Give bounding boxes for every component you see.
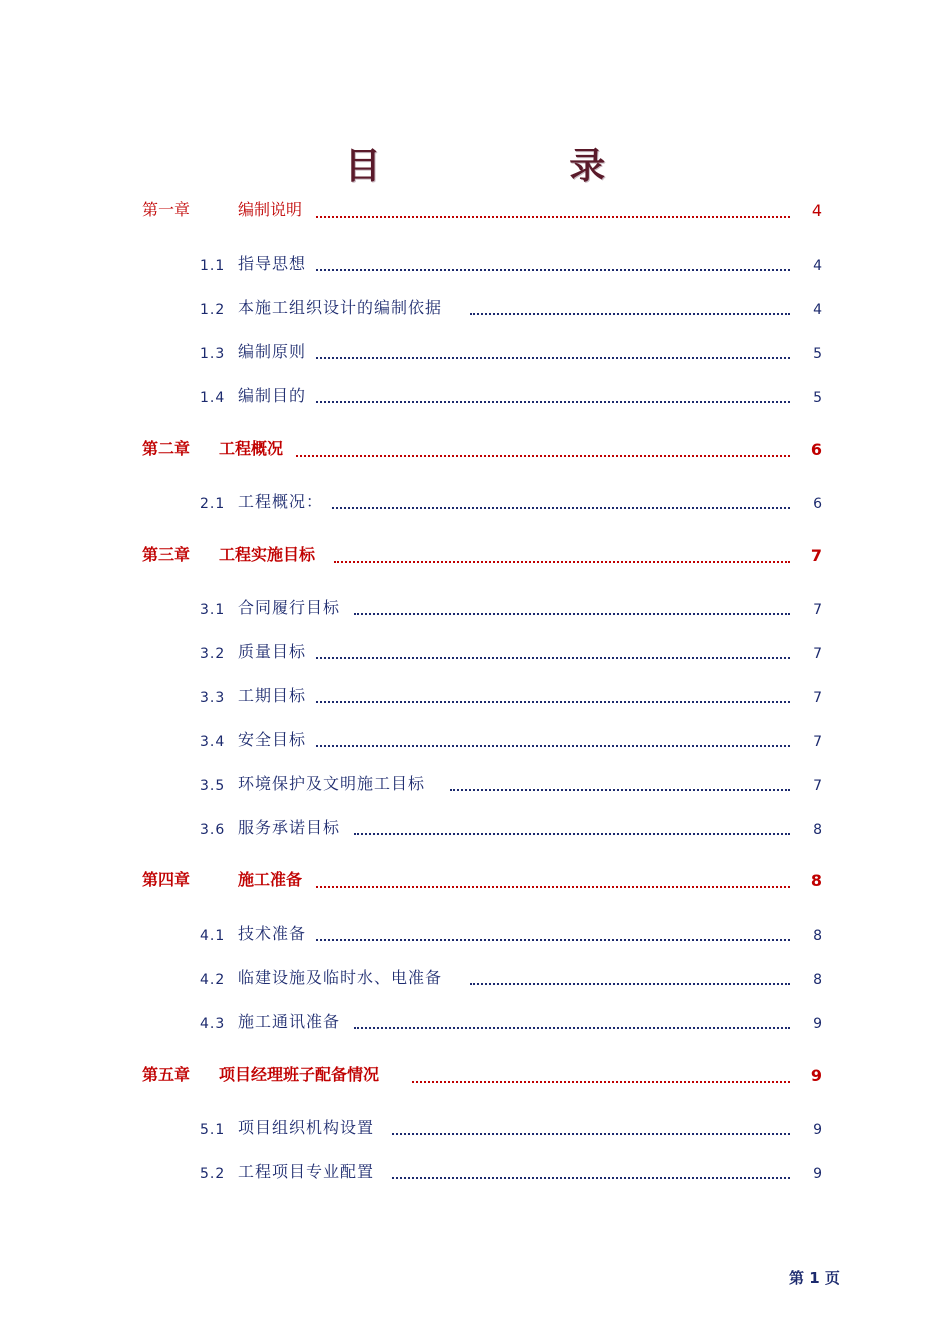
page-number: 5 <box>813 390 822 406</box>
chapter-number: 第三章 <box>142 545 191 564</box>
section-title: 工程概况： <box>238 492 324 511</box>
dot-leader <box>354 833 790 835</box>
section-title: 编制原则 <box>238 342 307 361</box>
dot-leader <box>316 745 790 747</box>
section-title: 本施工组织设计的编制依据 <box>238 298 443 317</box>
section-title: 项目组织机构设置 <box>238 1118 375 1137</box>
page-number: 7 <box>813 690 822 706</box>
page-number: 9 <box>810 1066 822 1085</box>
toc-section-entry[interactable] <box>0 1010 950 1038</box>
page-number: 7 <box>813 778 822 794</box>
toc-chapter-entry[interactable] <box>0 198 950 226</box>
section-number: 1.3 <box>200 346 226 362</box>
page-number: 4 <box>813 302 822 318</box>
toc-chapter-entry[interactable] <box>0 868 950 896</box>
chapter-title: 施工准备 <box>238 870 303 889</box>
chapter-number: 第一章 <box>142 200 191 219</box>
section-number: 3.3 <box>200 690 226 706</box>
section-number: 5.2 <box>200 1166 226 1182</box>
section-title: 技术准备 <box>238 924 307 943</box>
section-number: 4.2 <box>200 972 226 988</box>
toc-section-entry[interactable] <box>0 340 950 368</box>
dot-leader <box>332 507 790 509</box>
section-number: 4.1 <box>200 928 226 944</box>
toc-section-entry[interactable] <box>0 1160 950 1188</box>
chapter-title: 工程概况 <box>219 439 284 458</box>
dot-leader <box>316 701 790 703</box>
section-title: 编制目的 <box>238 386 307 405</box>
section-title: 工期目标 <box>238 686 307 705</box>
page-number: 5 <box>813 346 822 362</box>
toc-chapter-entry[interactable] <box>0 543 950 571</box>
dot-leader <box>316 269 790 271</box>
page-footer: 第 1 页 <box>789 1269 840 1287</box>
toc-chapter-entry[interactable] <box>0 1063 950 1091</box>
section-title: 工程项目专业配置 <box>238 1162 375 1181</box>
page-number: 7 <box>810 546 822 565</box>
dot-leader <box>316 357 790 359</box>
section-number: 3.2 <box>200 646 226 662</box>
dot-leader <box>392 1133 790 1135</box>
page-number: 7 <box>813 646 822 662</box>
toc-section-entry[interactable] <box>0 252 950 280</box>
section-number: 3.1 <box>200 602 226 618</box>
dot-leader <box>316 216 790 218</box>
dot-leader <box>334 561 790 563</box>
section-title: 服务承诺目标 <box>238 818 341 837</box>
page-number: 9 <box>813 1122 822 1138</box>
chapter-number: 第五章 <box>142 1065 191 1084</box>
section-title: 合同履行目标 <box>238 598 341 617</box>
section-number: 3.4 <box>200 734 226 750</box>
toc-section-entry[interactable] <box>0 384 950 412</box>
toc-section-entry[interactable] <box>0 922 950 950</box>
section-number: 5.1 <box>200 1122 226 1138</box>
page-number: 7 <box>813 734 822 750</box>
toc-section-entry[interactable] <box>0 684 950 712</box>
dot-leader <box>316 886 790 888</box>
page-number: 4 <box>811 201 822 220</box>
page-number: 8 <box>813 822 822 838</box>
section-number: 1.4 <box>200 390 226 406</box>
section-title: 施工通讯准备 <box>238 1012 341 1031</box>
toc-section-entry[interactable] <box>0 640 950 668</box>
toc-chapter-entry[interactable] <box>0 437 950 465</box>
page-number: 7 <box>813 602 822 618</box>
dot-leader <box>316 939 790 941</box>
page-number: 6 <box>813 496 822 512</box>
section-title: 临建设施及临时水、电准备 <box>238 968 443 987</box>
section-number: 3.6 <box>200 822 226 838</box>
section-title: 安全目标 <box>238 730 307 749</box>
dot-leader <box>316 657 790 659</box>
toc-section-entry[interactable] <box>0 966 950 994</box>
page-number: 9 <box>813 1166 822 1182</box>
page-number: 6 <box>810 440 822 459</box>
dot-leader <box>316 401 790 403</box>
toc-section-entry[interactable] <box>0 490 950 518</box>
toc-section-entry[interactable] <box>0 772 950 800</box>
page-number: 8 <box>813 972 822 988</box>
dot-leader <box>412 1081 790 1083</box>
page-number: 9 <box>813 1016 822 1032</box>
section-number: 2.1 <box>200 496 226 512</box>
page-number: 8 <box>810 871 822 890</box>
section-title: 指导思想 <box>238 254 307 273</box>
dot-leader <box>470 313 790 315</box>
section-title: 环境保护及文明施工目标 <box>238 774 426 793</box>
section-number: 3.5 <box>200 778 226 794</box>
page-number: 8 <box>813 928 822 944</box>
section-number: 1.1 <box>200 258 226 274</box>
chapter-title: 项目经理班子配备情况 <box>219 1065 380 1084</box>
dot-leader <box>450 789 790 791</box>
section-number: 1.2 <box>200 302 226 318</box>
chapter-title: 编制说明 <box>238 200 303 219</box>
chapter-number: 第二章 <box>142 439 191 458</box>
dot-leader <box>354 1027 790 1029</box>
dot-leader <box>354 613 790 615</box>
section-title: 质量目标 <box>238 642 307 661</box>
page-number: 4 <box>813 258 822 274</box>
dot-leader <box>392 1177 790 1179</box>
toc-section-entry[interactable] <box>0 296 950 324</box>
dot-leader <box>470 983 790 985</box>
dot-leader <box>296 455 790 457</box>
section-number: 4.3 <box>200 1016 226 1032</box>
toc-section-entry[interactable] <box>0 816 950 844</box>
toc-section-entry[interactable] <box>0 1116 950 1144</box>
chapter-title: 工程实施目标 <box>219 545 316 564</box>
toc-section-entry[interactable] <box>0 596 950 624</box>
toc-section-entry[interactable] <box>0 728 950 756</box>
chapter-number: 第四章 <box>142 870 191 889</box>
toc-title: 目 录 <box>344 146 694 187</box>
